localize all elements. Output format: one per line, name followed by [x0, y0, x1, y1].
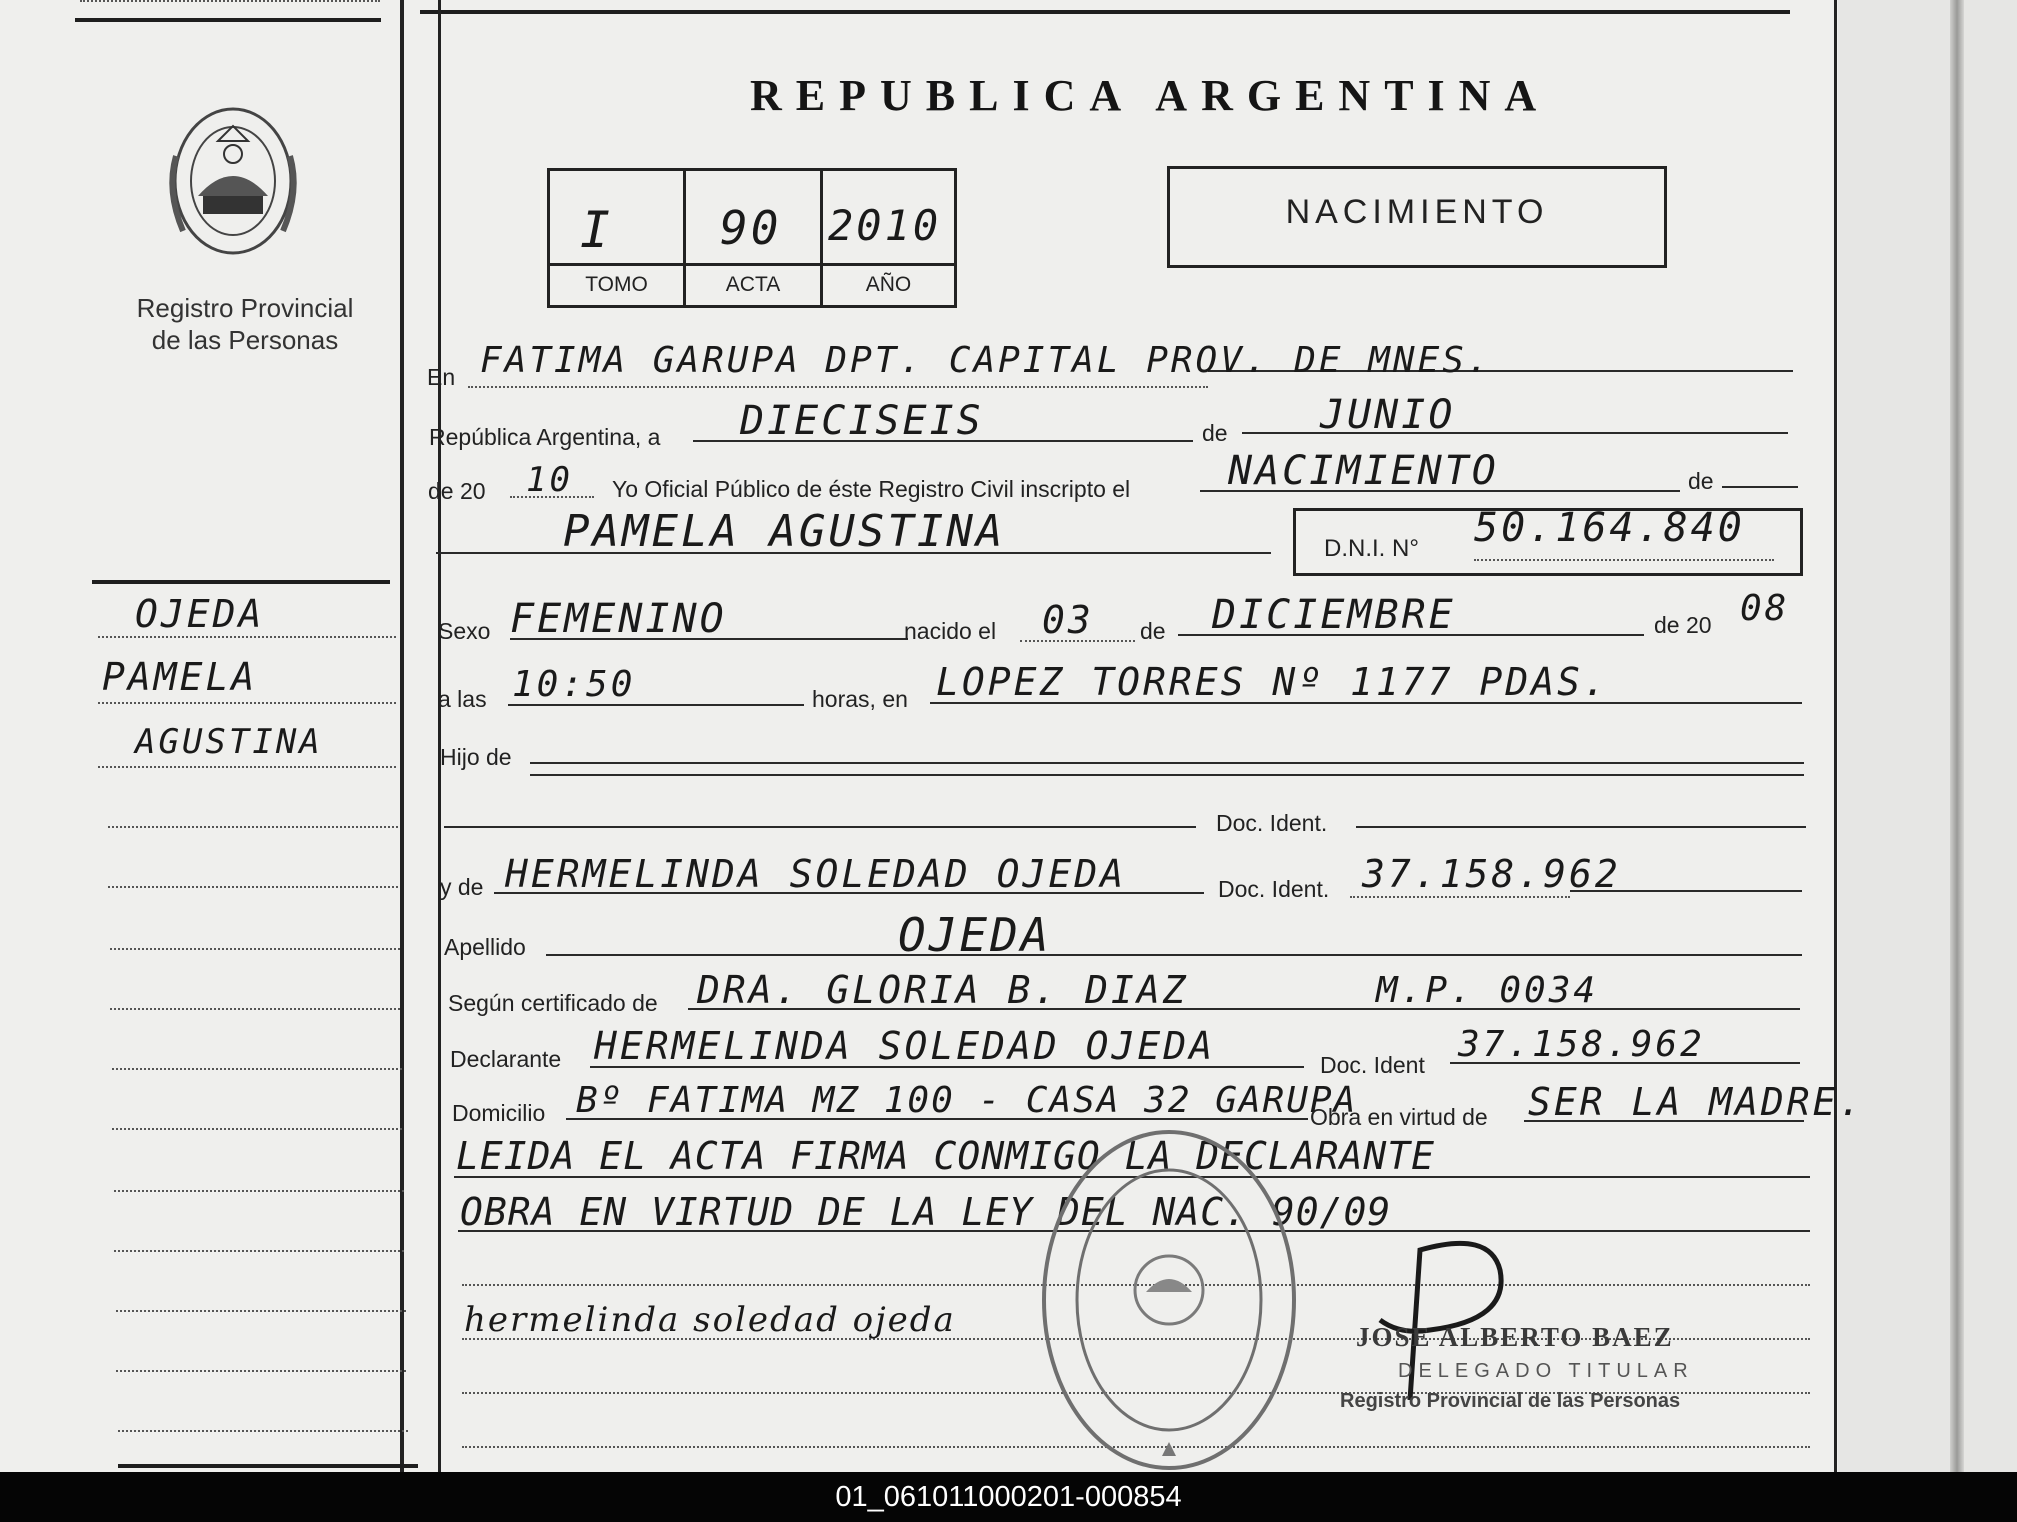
day-value: DIECISEIS	[740, 398, 984, 444]
de3-label: de	[1140, 618, 1166, 644]
doc-ident3-label: Doc. Ident	[1320, 1052, 1425, 1078]
form-border-right	[1834, 0, 1837, 1472]
nacido-label: nacido el	[904, 618, 997, 644]
margin-bottom-rule	[118, 1464, 418, 1468]
nacido-month: DICIEMBRE	[1212, 592, 1456, 638]
hijo-line	[530, 762, 1804, 764]
top-rule	[420, 10, 1790, 14]
margin-line	[112, 1068, 402, 1070]
mother-doc-dots	[1350, 896, 1570, 898]
horas-label: horas, en	[812, 686, 908, 712]
hour-value: 10:50	[512, 664, 636, 705]
page-title: REPUBLICA ARGENTINA	[750, 71, 1551, 120]
oficial-label: Yo Oficial Público de éste Registro Civil inscripto el	[612, 476, 1131, 502]
hijo-line2	[530, 774, 1804, 776]
obra-label: Obra en virtud de	[1310, 1104, 1488, 1130]
father-doc-line	[1356, 826, 1806, 828]
record-type: NACIMIENTO	[1285, 193, 1549, 231]
en-value: FATIMA GARUPA DPT. CAPITAL PROV. DE MNES.	[480, 340, 1492, 381]
margin-surname: OJEDA	[135, 592, 265, 636]
nacido-day: 03	[1042, 598, 1094, 642]
dni-box	[1293, 505, 1803, 576]
margin-line	[98, 766, 396, 768]
mother-value: HERMELINDA SOLEDAD OJEDA	[505, 852, 1127, 896]
de2-line	[1722, 486, 1798, 488]
provincial-seal-icon	[158, 96, 308, 266]
domicilio-value: Bº FATIMA MZ 100 - CASA 32 GARUPA	[576, 1080, 1358, 1121]
doc-ident-label: Doc. Ident.	[1216, 810, 1328, 836]
father-line	[444, 826, 1196, 828]
page-fold-shadow	[1950, 0, 1964, 1472]
obra-value: SER LA MADRE.	[1528, 1080, 1865, 1124]
dni-label: D.N.I. N°	[1324, 535, 1419, 562]
margin-line	[98, 702, 396, 704]
tomo-label: TOMO	[585, 273, 648, 296]
margin-first-name: PAMELA	[102, 655, 258, 699]
anio-value: 2010	[828, 201, 942, 250]
margin-line	[98, 636, 396, 638]
inscripto-value: NACIMIENTO	[1228, 448, 1499, 494]
official-name: JOSE ALBERTO BAEZ	[1356, 1322, 1674, 1352]
official-role: DELEGADO TITULAR	[1398, 1360, 1694, 1382]
hijo-label: Hijo de	[440, 744, 512, 770]
declarante-doc: 37.158.962	[1458, 1024, 1705, 1065]
record-type-box	[1167, 166, 1667, 268]
mp-value: M.P. 0034	[1376, 970, 1599, 1011]
dni-value: 50.164.840	[1474, 505, 1745, 551]
anio-label: AÑO	[865, 273, 912, 296]
year-value: 10	[526, 460, 573, 500]
mother-doc: 37.158.962	[1362, 852, 1621, 896]
segun-label: Según certificado de	[448, 990, 658, 1016]
republica-label: República Argentina, a	[429, 424, 661, 450]
margin-line	[110, 1008, 400, 1010]
en-line	[468, 386, 1208, 388]
apellido-value: OJEDA	[898, 908, 1052, 962]
acta-value: 90	[720, 201, 782, 255]
left-top-rule	[75, 18, 381, 22]
margin-line	[108, 826, 398, 828]
margin-line	[112, 1128, 402, 1130]
apellido-label: Apellido	[444, 934, 526, 960]
de2-label: de	[1688, 468, 1714, 494]
margin-line	[116, 1310, 406, 1312]
margin-line	[118, 1430, 408, 1432]
margin-line	[110, 948, 400, 950]
name-value: PAMELA AGUSTINA	[563, 506, 1006, 557]
registry-name-line1: Registro Provincial	[136, 293, 354, 323]
registry-name	[115, 292, 375, 356]
tomo-value: I	[580, 201, 614, 259]
sexo-value: FEMENINO	[510, 596, 727, 642]
registry-name-line2: de las Personas	[151, 325, 339, 355]
margin-second-name: AGUSTINA	[135, 722, 323, 762]
de20-label: de 20	[1654, 612, 1712, 638]
acta-label: ACTA	[725, 273, 781, 296]
record-number-box	[547, 168, 957, 308]
margin-rule	[92, 580, 390, 584]
form-border-left	[438, 0, 441, 1472]
nacido-year: 08	[1740, 588, 1790, 629]
month-value: JUNIO	[1320, 392, 1456, 438]
note-line-2-text: OBRA EN VIRTUD DE LA LEY DEL NAC. 90/09	[460, 1190, 1392, 1234]
official-seal-icon	[1034, 1120, 1304, 1472]
alas-label: a las	[438, 686, 487, 712]
margin-line	[108, 886, 398, 888]
domicilio-label: Domicilio	[452, 1100, 546, 1126]
left-top-dotted	[80, 0, 380, 2]
declarante-value: HERMELINDA SOLEDAD OJEDA	[594, 1024, 1216, 1068]
year-prefix-label: de 20	[428, 478, 486, 504]
certificado-value: DRA. GLORIA B. DIAZ	[697, 968, 1189, 1012]
margin-line	[116, 1370, 406, 1372]
apellido-line	[546, 954, 1802, 956]
margin-line	[114, 1250, 404, 1252]
official-office: Registro Provincial de las Personas	[1340, 1390, 1681, 1412]
margin-line	[114, 1190, 404, 1192]
place-value: LOPEZ TORRES Nº 1177 PDAS.	[936, 660, 1609, 704]
doc-ident2-label: Doc. Ident.	[1218, 876, 1330, 902]
de-label: de	[1202, 420, 1228, 446]
en-label: En	[427, 364, 456, 390]
yde-label: y de	[440, 874, 484, 900]
page-edge	[1838, 0, 2017, 1472]
declarant-signature: hermelinda soledad ojeda	[464, 1300, 956, 1340]
declarante-label: Declarante	[450, 1046, 562, 1072]
sexo-label: Sexo	[438, 618, 491, 644]
note-line-1-text: LEIDA EL ACTA FIRMA CONMIGO LA DECLARANTE	[456, 1134, 1435, 1178]
file-id-caption: 01_061011000201-000854	[0, 1472, 2017, 1522]
nacido-day-line	[1020, 640, 1135, 642]
